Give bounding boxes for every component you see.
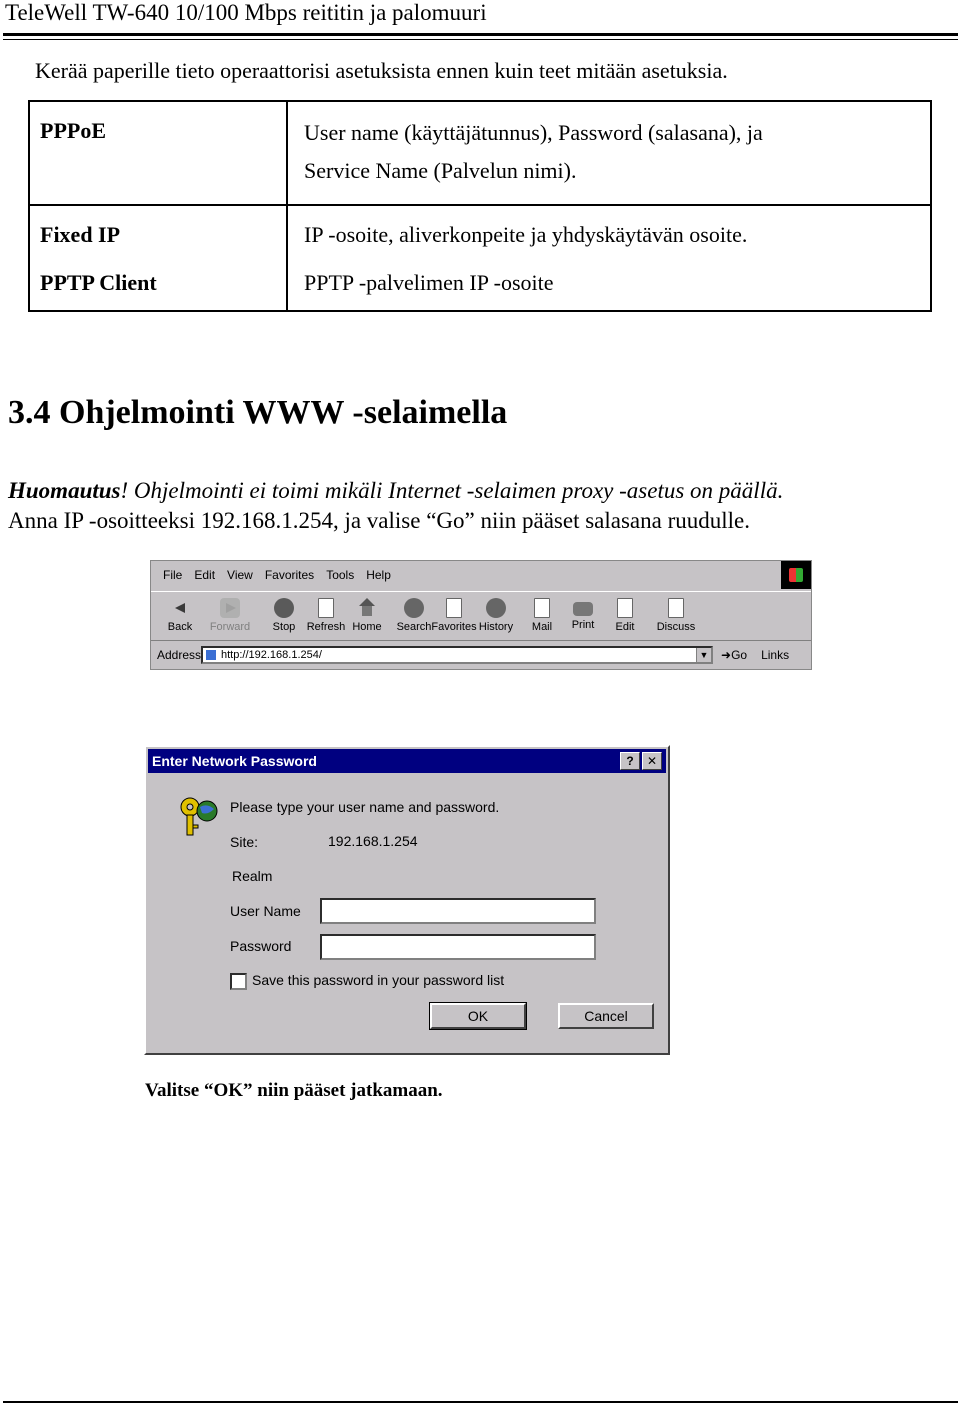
table-row — [29, 205, 931, 260]
password-input[interactable] — [320, 934, 596, 960]
save-password-checkbox[interactable] — [230, 973, 247, 990]
home-button[interactable]: Home — [344, 596, 390, 633]
footer-rule — [3, 1401, 958, 1403]
site-value: 192.168.1.254 — [328, 833, 418, 849]
menu-view[interactable]: View — [227, 568, 253, 582]
browser-menubar — [151, 561, 779, 589]
browser-window — [150, 560, 812, 670]
connection-info — [287, 101, 931, 205]
note-line-2: Anna IP -osoitteeksi 192.168.1.254, ja valise “Go” niin pääset salasana ruudulle. — [8, 508, 750, 533]
dialog-titlebar — [148, 749, 666, 773]
menu-help[interactable]: Help — [366, 568, 391, 582]
back-button[interactable]: Back — [157, 596, 203, 633]
dialog-title: Enter Network Password — [152, 753, 317, 769]
address-label: Address — [157, 647, 202, 662]
menu-file[interactable]: File — [163, 568, 183, 582]
menu-edit[interactable]: Edit — [194, 568, 216, 582]
ok-button[interactable]: OK — [430, 1003, 526, 1029]
save-password-label: Save this password in your password list — [252, 972, 505, 988]
key-icon — [178, 795, 220, 839]
refresh-button[interactable]: Refresh — [303, 596, 349, 633]
dialog-prompt: Please type your user name and password. — [230, 799, 500, 815]
forward-arrow-icon — [220, 598, 240, 618]
browser-toolbar — [151, 591, 811, 641]
section-title: 3.4 Ohjelmointi WWW -selaimella — [8, 394, 508, 431]
caption-text: Valitse “OK” niin pääset jatkamaan. — [145, 1080, 443, 1101]
windows-logo-icon — [781, 561, 811, 589]
address-bar — [151, 641, 811, 668]
mail-button[interactable]: Mail — [519, 596, 565, 633]
address-input[interactable] — [201, 646, 713, 664]
connection-info: PPTP -palvelimen IP -osoite — [304, 270, 554, 295]
username-label: User Name — [230, 903, 301, 919]
connection-info-line: Service Name (Palvelun nimi). — [304, 158, 577, 183]
help-button[interactable]: ? — [620, 752, 640, 770]
note-text: ! Ohjelmointi ei toimi mikäli Internet -selaimen proxy -asetus on päällä. — [120, 478, 784, 503]
menu-tools[interactable]: Tools — [326, 568, 355, 582]
connection-settings-table — [28, 100, 932, 312]
connection-info-line: User name (käyttäjätunnus), Password (salasana), ja — [304, 120, 763, 145]
links-button[interactable]: Links — [761, 647, 790, 662]
go-button[interactable]: ➜Go — [721, 647, 748, 662]
history-button[interactable]: History — [473, 596, 519, 633]
cancel-button[interactable]: Cancel — [558, 1003, 654, 1029]
connection-type: PPPoE — [29, 101, 287, 205]
connection-type: Fixed IP — [29, 205, 287, 260]
stop-button[interactable]: Stop — [261, 596, 307, 633]
header-rule — [3, 33, 958, 40]
discuss-icon — [668, 598, 684, 618]
mail-icon — [534, 598, 550, 618]
table-row — [29, 260, 931, 311]
page-icon — [206, 650, 216, 660]
favorites-icon — [446, 598, 462, 618]
print-icon — [573, 602, 593, 616]
edit-button[interactable]: Edit — [602, 596, 648, 633]
print-button[interactable]: Print — [560, 596, 606, 631]
username-input[interactable] — [320, 898, 596, 924]
intro-text: Kerää paperille tieto operaattorisi asetuksista ennen kuin teet mitään asetuksia. — [35, 58, 728, 83]
network-password-dialog — [144, 745, 670, 1055]
connection-info: IP -osoite, aliverkonpeite ja yhdyskäytävän osoite. — [304, 222, 748, 247]
address-value: http://192.168.1.254/ — [221, 648, 322, 661]
edit-icon — [617, 598, 633, 618]
favorites-button[interactable]: Favorites — [431, 596, 477, 633]
note-label: Huomautus — [8, 478, 121, 503]
dropdown-arrow-icon[interactable]: ▼ — [696, 648, 711, 662]
discuss-button[interactable]: Discuss — [653, 596, 699, 633]
home-icon — [357, 598, 377, 618]
back-arrow-icon — [170, 598, 190, 618]
refresh-icon — [318, 598, 334, 618]
search-button[interactable]: Search — [391, 596, 437, 633]
forward-button[interactable]: Forward — [207, 596, 253, 633]
document-header-title: TeleWell TW-640 10/100 Mbps reititin ja palomuuri — [5, 0, 487, 25]
menu-favorites[interactable]: Favorites — [264, 568, 315, 582]
password-label: Password — [230, 938, 292, 954]
connection-type: PPTP Client — [29, 260, 287, 311]
note-line-1 — [8, 478, 783, 504]
site-label: Site: — [230, 834, 259, 850]
history-icon — [486, 598, 506, 618]
close-button[interactable]: ✕ — [642, 752, 662, 770]
stop-icon — [274, 598, 294, 618]
realm-label: Realm — [232, 868, 273, 884]
table-row — [29, 101, 931, 205]
search-icon — [404, 598, 424, 618]
